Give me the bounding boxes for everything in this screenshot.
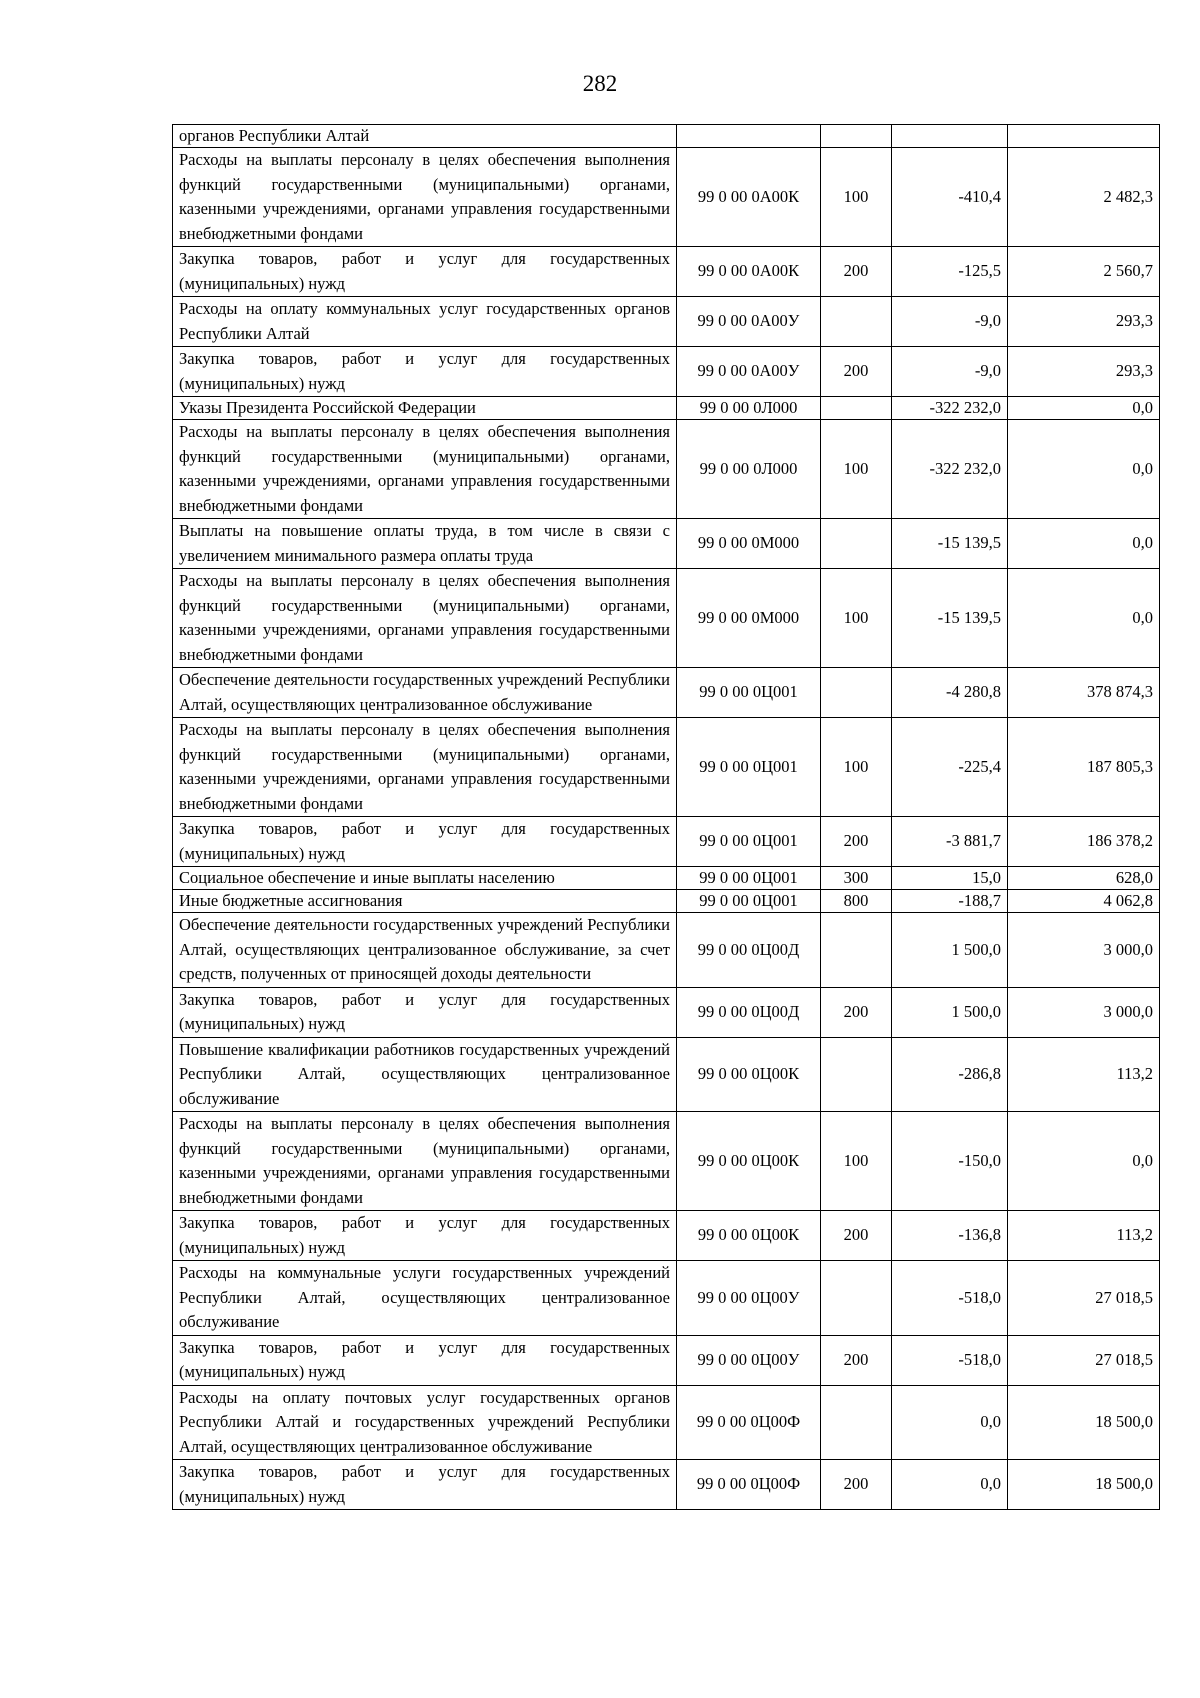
- row-change-amount: -4 280,8: [892, 668, 1008, 718]
- row-description: Расходы на выплаты персоналу в целях обеспечения выполнения функций государственными (муниципальными) органами, казенными учреждениями, органами управления государственными внебюджетными фондами: [173, 148, 677, 247]
- row-expense-type: 200: [821, 247, 892, 297]
- row-total-amount: 628,0: [1008, 867, 1160, 890]
- row-description: Закупка товаров, работ и услуг для государственных (муниципальных) нужд: [173, 1211, 677, 1261]
- table-row: [173, 397, 1160, 420]
- row-expense-type: 100: [821, 569, 892, 668]
- row-description: Закупка товаров, работ и услуг для государственных (муниципальных) нужд: [173, 1335, 677, 1385]
- row-change-amount: -15 139,5: [892, 519, 1008, 569]
- row-code: 99 0 00 0Ц00К: [677, 1211, 821, 1261]
- row-description: Расходы на оплату коммунальных услуг государственных органов Республики Алтай: [173, 297, 677, 347]
- row-total-amount: 3 000,0: [1008, 913, 1160, 988]
- row-expense-type: [821, 397, 892, 420]
- row-change-amount: -518,0: [892, 1261, 1008, 1336]
- row-description: Социальное обеспечение и иные выплаты населению: [173, 867, 677, 890]
- row-description: Расходы на выплаты персоналу в целях обеспечения выполнения функций государственными (муниципальными) органами, казенными учреждениями, органами управления государственными внебюджетными фондами: [173, 1112, 677, 1211]
- row-total-amount: 293,3: [1008, 347, 1160, 397]
- table-row: [173, 125, 1160, 148]
- table-row: [173, 519, 1160, 569]
- row-code: 99 0 00 0А00К: [677, 247, 821, 297]
- row-total-amount: 18 500,0: [1008, 1385, 1160, 1460]
- row-total-amount: 378 874,3: [1008, 668, 1160, 718]
- row-code: 99 0 00 0Ц001: [677, 817, 821, 867]
- row-code: 99 0 00 0Л000: [677, 397, 821, 420]
- row-description: органов Республики Алтай: [173, 125, 677, 148]
- row-description: Расходы на выплаты персоналу в целях обеспечения выполнения функций государственными (муниципальными) органами, казенными учреждениями, органами управления государственными внебюджетными фондами: [173, 718, 677, 817]
- row-code: 99 0 00 0Ц00К: [677, 1112, 821, 1211]
- table-row: [173, 718, 1160, 817]
- row-expense-type: [821, 125, 892, 148]
- row-expense-type: 200: [821, 347, 892, 397]
- row-expense-type: 100: [821, 148, 892, 247]
- row-description: Указы Президента Российской Федерации: [173, 397, 677, 420]
- row-change-amount: -410,4: [892, 148, 1008, 247]
- row-change-amount: -15 139,5: [892, 569, 1008, 668]
- row-code: 99 0 00 0Ц00Ф: [677, 1460, 821, 1510]
- row-expense-type: 100: [821, 1112, 892, 1211]
- row-description: Расходы на коммунальные услуги государственных учреждений Республики Алтай, осуществляющих централизованное обслуживание: [173, 1261, 677, 1336]
- row-total-amount: 113,2: [1008, 1037, 1160, 1112]
- row-total-amount: 0,0: [1008, 519, 1160, 569]
- row-total-amount: 0,0: [1008, 420, 1160, 519]
- table-row: [173, 817, 1160, 867]
- row-total-amount: 27 018,5: [1008, 1335, 1160, 1385]
- row-change-amount: -322 232,0: [892, 397, 1008, 420]
- row-expense-type: 800: [821, 890, 892, 913]
- row-expense-type: 100: [821, 420, 892, 519]
- row-total-amount: 0,0: [1008, 1112, 1160, 1211]
- row-description: Расходы на оплату почтовых услуг государственных органов Республики Алтай и государственных учреждений Республики Алтай, осуществляющих централизованное обслуживание: [173, 1385, 677, 1460]
- row-description: Расходы на выплаты персоналу в целях обеспечения выполнения функций государственными (муниципальными) органами, казенными учреждениями, органами управления государственными внебюджетными фондами: [173, 420, 677, 519]
- row-expense-type: 200: [821, 1335, 892, 1385]
- row-expense-type: 200: [821, 1211, 892, 1261]
- row-description: Закупка товаров, работ и услуг для государственных (муниципальных) нужд: [173, 987, 677, 1037]
- table-row: [173, 247, 1160, 297]
- row-code: 99 0 00 0А00У: [677, 297, 821, 347]
- row-description: Расходы на выплаты персоналу в целях обеспечения выполнения функций государственными (муниципальными) органами, казенными учреждениями, органами управления государственными внебюджетными фондами: [173, 569, 677, 668]
- row-change-amount: -9,0: [892, 347, 1008, 397]
- table-row: [173, 913, 1160, 988]
- row-change-amount: 15,0: [892, 867, 1008, 890]
- table-row: [173, 148, 1160, 247]
- row-total-amount: 113,2: [1008, 1211, 1160, 1261]
- row-code: 99 0 00 0Ц00Д: [677, 987, 821, 1037]
- row-change-amount: 0,0: [892, 1385, 1008, 1460]
- budget-table-body: [173, 125, 1160, 1510]
- row-change-amount: -150,0: [892, 1112, 1008, 1211]
- row-description: Обеспечение деятельности государственных учреждений Республики Алтай, осуществляющих централизованное обслуживание: [173, 668, 677, 718]
- page-number: 282: [582, 71, 618, 96]
- row-total-amount: 186 378,2: [1008, 817, 1160, 867]
- row-description: Выплаты на повышение оплаты труда, в том числе в связи с увеличением минимального размера оплаты труда: [173, 519, 677, 569]
- row-change-amount: 0,0: [892, 1460, 1008, 1510]
- row-expense-type: [821, 1385, 892, 1460]
- row-expense-type: [821, 1037, 892, 1112]
- row-expense-type: [821, 297, 892, 347]
- row-description: Закупка товаров, работ и услуг для государственных (муниципальных) нужд: [173, 347, 677, 397]
- table-row: [173, 297, 1160, 347]
- row-description: Закупка товаров, работ и услуг для государственных (муниципальных) нужд: [173, 1460, 677, 1510]
- row-code: 99 0 00 0Ц00К: [677, 1037, 821, 1112]
- row-expense-type: [821, 1261, 892, 1336]
- row-total-amount: 0,0: [1008, 569, 1160, 668]
- row-total-amount: [1008, 125, 1160, 148]
- table-row: [173, 987, 1160, 1037]
- row-total-amount: 27 018,5: [1008, 1261, 1160, 1336]
- row-total-amount: 0,0: [1008, 397, 1160, 420]
- row-code: [677, 125, 821, 148]
- budget-table: [172, 124, 1160, 1510]
- row-description: Повышение квалификации работников государственных учреждений Республики Алтай, осуществляющих централизованное обслуживание: [173, 1037, 677, 1112]
- row-code: 99 0 00 0А00К: [677, 148, 821, 247]
- table-row: [173, 569, 1160, 668]
- row-expense-type: [821, 519, 892, 569]
- row-expense-type: 200: [821, 987, 892, 1037]
- row-total-amount: 293,3: [1008, 297, 1160, 347]
- row-description: Закупка товаров, работ и услуг для государственных (муниципальных) нужд: [173, 247, 677, 297]
- row-change-amount: -225,4: [892, 718, 1008, 817]
- row-total-amount: 4 062,8: [1008, 890, 1160, 913]
- row-total-amount: 187 805,3: [1008, 718, 1160, 817]
- row-change-amount: -136,8: [892, 1211, 1008, 1261]
- row-expense-type: [821, 913, 892, 988]
- row-change-amount: -188,7: [892, 890, 1008, 913]
- row-code: 99 0 00 0Ц001: [677, 668, 821, 718]
- row-change-amount: -125,5: [892, 247, 1008, 297]
- row-code: 99 0 00 0Ц00У: [677, 1261, 821, 1336]
- table-row: [173, 1037, 1160, 1112]
- row-expense-type: 300: [821, 867, 892, 890]
- table-row: [173, 1261, 1160, 1336]
- row-total-amount: 18 500,0: [1008, 1460, 1160, 1510]
- row-change-amount: -286,8: [892, 1037, 1008, 1112]
- row-expense-type: [821, 668, 892, 718]
- row-description: Закупка товаров, работ и услуг для государственных (муниципальных) нужд: [173, 817, 677, 867]
- row-expense-type: 200: [821, 817, 892, 867]
- table-row: [173, 668, 1160, 718]
- row-change-amount: -9,0: [892, 297, 1008, 347]
- row-code: 99 0 00 0А00У: [677, 347, 821, 397]
- row-change-amount: -518,0: [892, 1335, 1008, 1385]
- row-code: 99 0 00 0Ц00У: [677, 1335, 821, 1385]
- table-row: [173, 347, 1160, 397]
- row-code: 99 0 00 0Л000: [677, 420, 821, 519]
- row-change-amount: 1 500,0: [892, 913, 1008, 988]
- row-description: Иные бюджетные ассигнования: [173, 890, 677, 913]
- row-code: 99 0 00 0Ц00Д: [677, 913, 821, 988]
- row-code: 99 0 00 0Ц001: [677, 718, 821, 817]
- row-total-amount: 2 482,3: [1008, 148, 1160, 247]
- row-code: 99 0 00 0Ц001: [677, 867, 821, 890]
- row-description: Обеспечение деятельности государственных учреждений Республики Алтай, осуществляющих централизованное обслуживание, за счет средств, полученных от приносящей доходы деятельности: [173, 913, 677, 988]
- row-total-amount: 3 000,0: [1008, 987, 1160, 1037]
- table-row: [173, 867, 1160, 890]
- row-change-amount: 1 500,0: [892, 987, 1008, 1037]
- table-row: [173, 1112, 1160, 1211]
- row-code: 99 0 00 0М000: [677, 519, 821, 569]
- row-expense-type: 100: [821, 718, 892, 817]
- row-expense-type: 200: [821, 1460, 892, 1510]
- table-row: [173, 1385, 1160, 1460]
- table-row: [173, 1211, 1160, 1261]
- row-code: 99 0 00 0Ц001: [677, 890, 821, 913]
- table-row: [173, 890, 1160, 913]
- row-code: 99 0 00 0М000: [677, 569, 821, 668]
- row-code: 99 0 00 0Ц00Ф: [677, 1385, 821, 1460]
- row-change-amount: -322 232,0: [892, 420, 1008, 519]
- table-row: [173, 1460, 1160, 1510]
- row-change-amount: -3 881,7: [892, 817, 1008, 867]
- row-change-amount: [892, 125, 1008, 148]
- table-row: [173, 420, 1160, 519]
- table-row: [173, 1335, 1160, 1385]
- row-total-amount: 2 560,7: [1008, 247, 1160, 297]
